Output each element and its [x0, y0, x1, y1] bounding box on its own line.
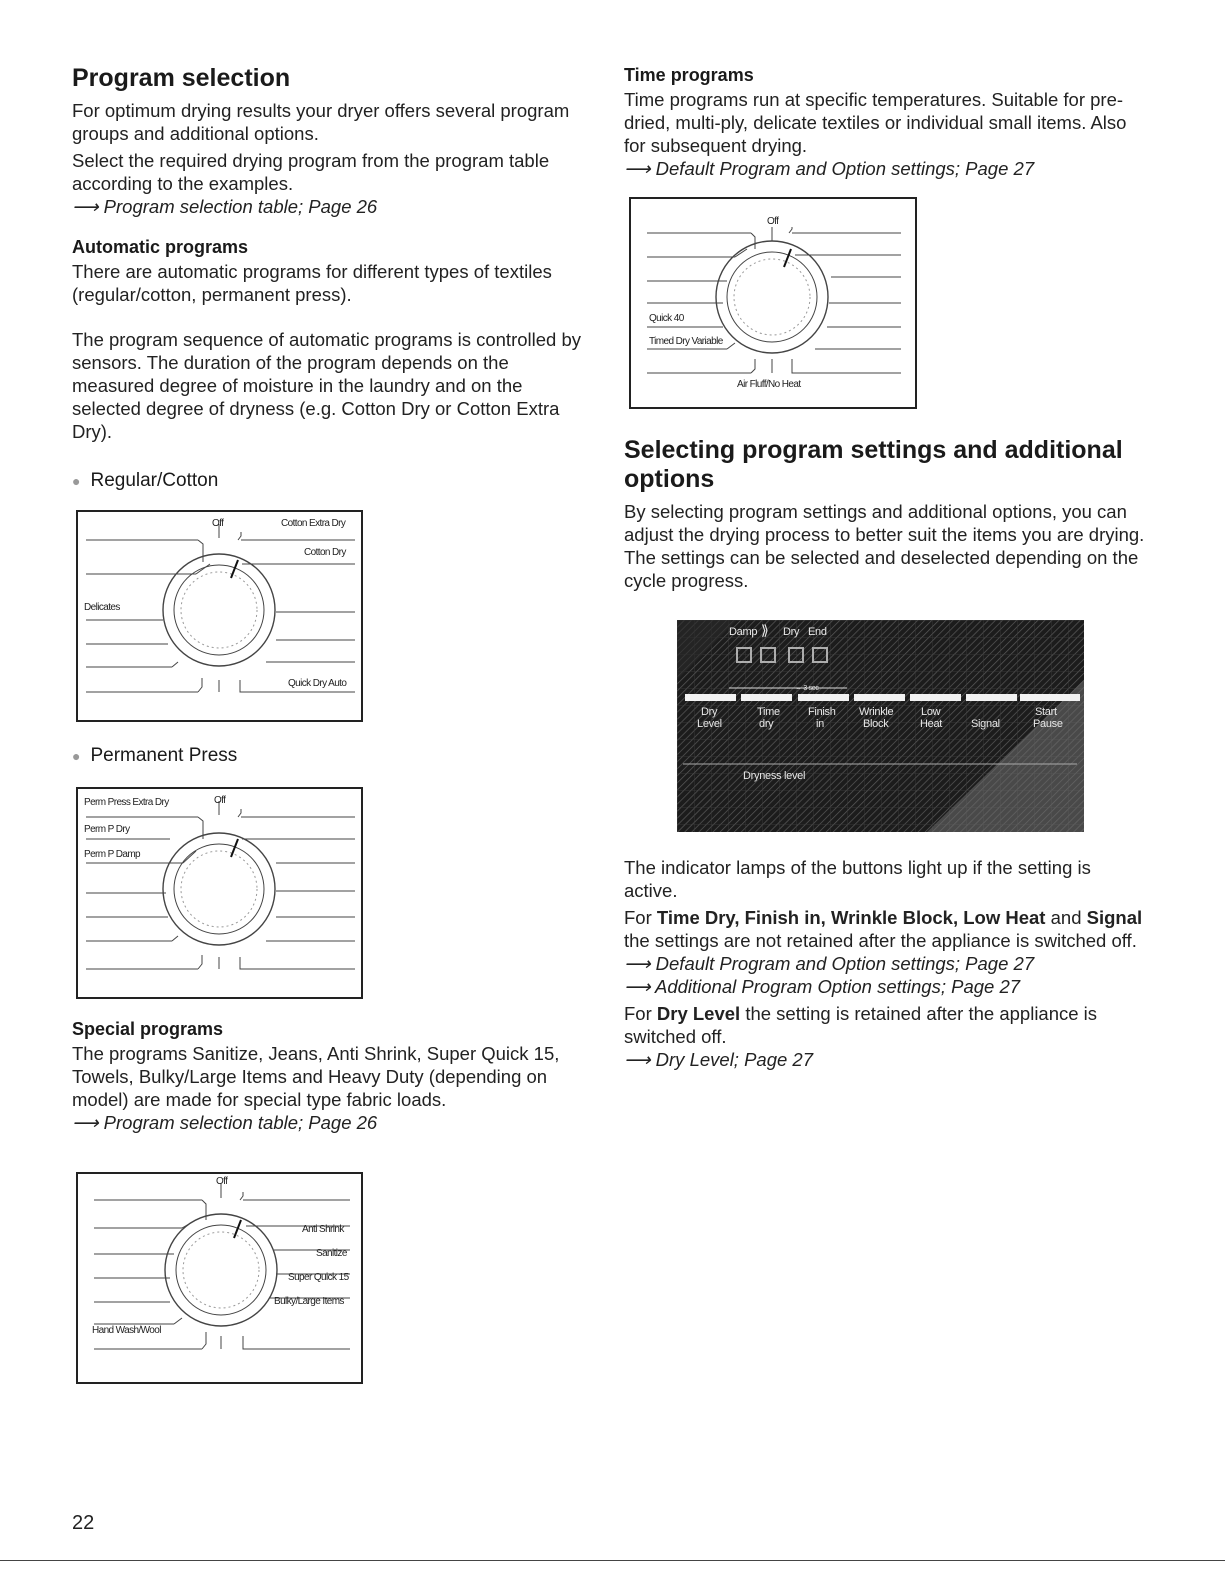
dial-special-programs [76, 1172, 363, 1384]
three-sec-hint: ⇔ 3 sec [795, 685, 819, 692]
low-heat-label-2: Heat [920, 718, 943, 730]
low-heat-label-1: Low [921, 706, 941, 718]
dial-regular-cotton [76, 510, 363, 722]
damp-indicator: Damp [729, 626, 758, 638]
additional-settings-link[interactable]: ⟶ Additional Program Option settings; Page 27 [624, 976, 1021, 997]
bullet-icon: ● [72, 473, 81, 489]
bullet-label: Permanent Press [90, 745, 238, 766]
dial-label-quick-40: Quick 40 [649, 313, 684, 324]
dry-indicator: Dry [783, 626, 800, 638]
right-column [624, 64, 1149, 184]
dial-label-anti-shrink: Anti Shrink [302, 1224, 344, 1235]
special-programs-heading: Special programs [72, 1019, 224, 1039]
dial-off-label: Off [214, 795, 226, 806]
text-run: the settings are not retained after the appliance is switched off. [624, 930, 1137, 951]
dial-label-delicates: Delicates [84, 602, 120, 613]
dial-label-perm-p-dry: Perm P Dry [84, 824, 130, 835]
time-dry-label-2: dry [759, 718, 774, 730]
indicator-paragraph: The indicator lamps of the buttons light up if the setting is active. [624, 857, 1091, 901]
wrinkle-block-label-1: Wrinkle [859, 706, 894, 718]
dial-off-label: Off [216, 1176, 228, 1187]
dial-off-label: Off [212, 518, 224, 529]
control-panel-image [677, 620, 1084, 832]
bullet-permanent-press [72, 744, 237, 768]
dial-permanent-press [76, 787, 363, 999]
dial-label-cotton-extra-dry: Cotton Extra Dry [281, 518, 346, 529]
dry-level-label-2: Level [697, 718, 722, 730]
settings-section [624, 436, 1149, 596]
bullet-label: Regular/Cotton [90, 470, 219, 491]
not-retained-paragraph [624, 906, 1149, 952]
dial-knob-graphic [78, 789, 361, 997]
page-title: Program selection [72, 64, 291, 92]
dial-label-perm-p-damp: Perm P Damp [84, 849, 141, 860]
text-run: the setting is retained after the appliance is switched off. [624, 1003, 1098, 1047]
bold-signal: Signal [1086, 907, 1143, 928]
program-table-link-2[interactable]: ⟶ Program selection table; Page 26 [72, 1112, 378, 1133]
signal-label: Signal [971, 718, 1000, 730]
dial-label-super-quick-15: Super Quick 15 [288, 1272, 349, 1283]
left-column [72, 64, 582, 493]
bold-dry-level: Dry Level [656, 1003, 741, 1024]
time-dry-label-1: Time [757, 706, 780, 718]
indicator-section [624, 856, 1149, 1075]
dial-label-air-fluff-no-heat: Air Fluff/No Heat [737, 379, 801, 390]
time-programs-heading: Time programs [624, 65, 754, 85]
dry-level-label-1: Dry [701, 706, 718, 718]
bullet-icon: ● [72, 748, 81, 764]
progress-arrows-icon: ⟫ [761, 622, 769, 638]
settings-paragraph-2: The settings can be selected and deselected depending on the cycle progress. [624, 547, 1139, 591]
dry-level-link[interactable]: ⟶ Dry Level; Page 27 [624, 1049, 814, 1070]
default-settings-link-2[interactable]: ⟶ Default Program and Option settings; Page 27 [624, 953, 1035, 974]
intro-paragraph-2: Select the required drying program from the program table according to the examples. [72, 150, 550, 194]
dial-label-sanitize: Sanitize [316, 1248, 347, 1259]
text-run: and [1045, 907, 1087, 928]
dial-label-perm-press-extra-dry: Perm Press Extra Dry [84, 797, 169, 808]
bullet-regular-cotton [72, 469, 582, 493]
text-run: For [624, 1003, 657, 1024]
bold-options-list: Time Dry, Finish in, Wrinkle Block, Low Heat [656, 907, 1046, 928]
special-programs-section [72, 1018, 582, 1138]
dial-knob-graphic [631, 199, 915, 407]
finish-in-label-2: in [816, 718, 824, 730]
footer-divider [0, 1560, 1225, 1561]
dial-label-hand-wash-wool: Hand Wash/Wool [92, 1325, 161, 1336]
intro-paragraph-1: For optimum drying results your dryer offers several program groups and additional options. [72, 100, 570, 144]
start-pause-label-2: Pause [1033, 718, 1063, 730]
dial-label-quick-dry-auto: Quick Dry Auto [288, 678, 347, 689]
start-pause-label-1: Start [1035, 706, 1057, 718]
dial-label-bulky-large-items: Bulky/Large Items [274, 1296, 344, 1307]
end-indicator: End [808, 626, 827, 638]
automatic-paragraph-1: There are automatic programs for different types of textiles (regular/cotton, permanent press). [72, 261, 552, 305]
dial-off-label: Off [767, 216, 779, 227]
dial-label-timed-dry-variable: Timed Dry Variable [649, 336, 723, 347]
dial-label-cotton-dry: Cotton Dry [304, 547, 346, 558]
default-settings-link[interactable]: ⟶ Default Program and Option settings; Page 27 [624, 158, 1035, 179]
automatic-programs-heading: Automatic programs [72, 237, 249, 257]
wrinkle-block-label-2: Block [863, 718, 889, 730]
time-programs-paragraph: Time programs run at specific temperatures. Suitable for pre-dried, multi-ply, delicate textiles or individual small items. Also for subsequent drying. [624, 89, 1127, 156]
finish-in-label-1: Finish [808, 706, 836, 718]
program-table-link[interactable]: ⟶ Program selection table; Page 26 [72, 196, 378, 217]
text-run: For [624, 907, 657, 928]
automatic-paragraph-2: The program sequence of automatic programs is controlled by sensors. The duration of the program depends on the measured degree of moisture in the laundry and on the selected degree of dryness (e.g. Cotton Dry or Cotton Extra Dry). [72, 329, 582, 442]
settings-paragraph-1: By selecting program settings and additional options, you can adjust the drying process to better suit the items you are drying. [624, 501, 1145, 545]
settings-heading: Selecting program settings and additional options [624, 436, 1123, 493]
dryness-level-label: Dryness level [743, 770, 806, 782]
special-paragraph: The programs Sanitize, Jeans, Anti Shrink, Super Quick 15, Towels, Bulky/Large Items and Heavy Duty (depending on model) are made for special type fabric loads. [72, 1043, 560, 1110]
page-number: 22 [72, 1512, 95, 1534]
dial-time-programs [629, 197, 917, 409]
retained-paragraph [624, 1002, 1149, 1048]
